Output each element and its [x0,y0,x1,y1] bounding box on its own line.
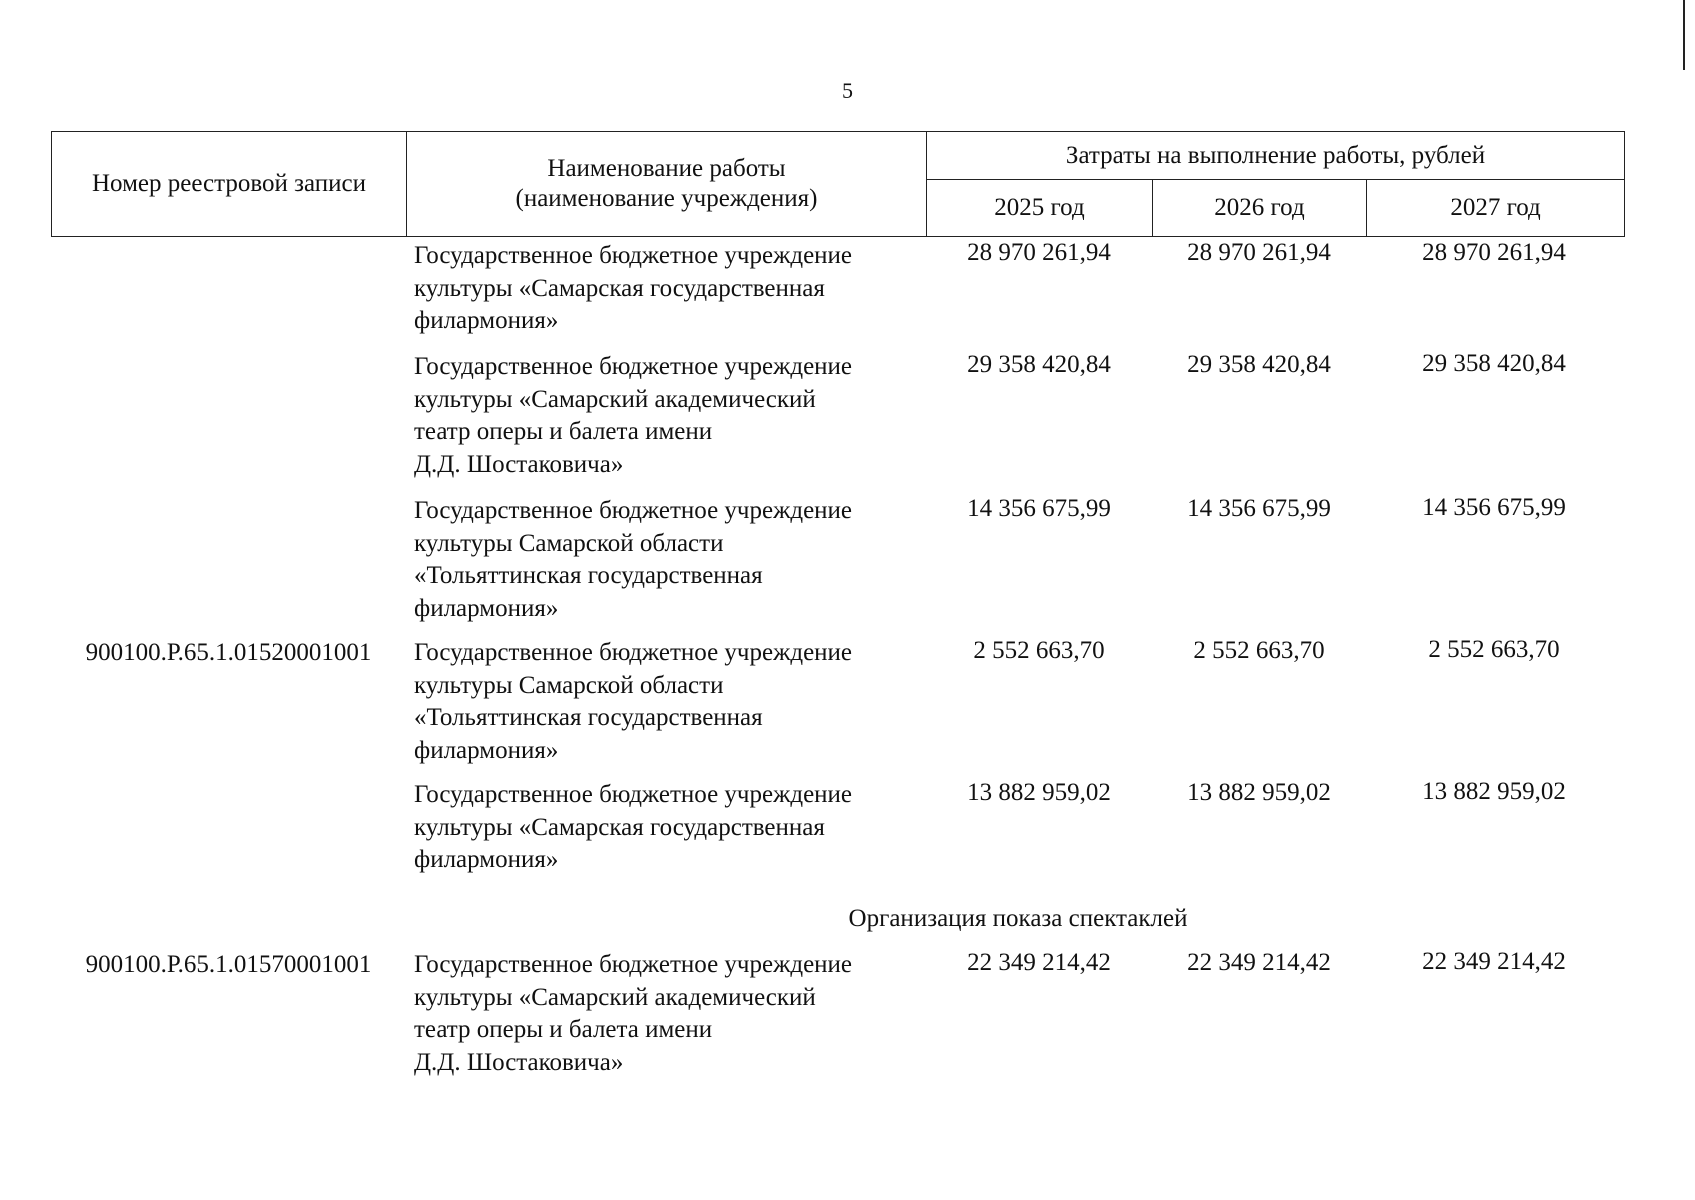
header-year-2027: 2027 год [1367,180,1625,237]
name-line: театр оперы и балета имени [414,418,713,445]
name-line: «Тольяттинская государственная [414,704,763,731]
value-2025: 22 349 214,42 [967,949,1111,976]
name-line: Государственное бюджетное учреждение [414,639,853,666]
value-2027: 13 882 959,02 [1422,778,1566,805]
value-2025: 28 970 261,94 [967,239,1111,266]
margin-mark [1683,0,1685,70]
header-registry: Номер реестровой записи [52,132,407,237]
value-2026: 13 882 959,02 [1187,779,1331,806]
value-2026: 22 349 214,42 [1187,949,1331,976]
name-line: филармония» [414,736,559,764]
name-line: Государственное бюджетное учреждение [414,242,853,269]
name-line: культуры Самарской области [414,671,724,699]
name-line: культуры «Самарский академический [414,385,816,413]
name-line: филармония» [414,846,559,873]
name-line: Государственное бюджетное учреждение [414,781,853,808]
value-2027: 22 349 214,42 [1422,948,1566,975]
header-year-2026: 2026 год [1153,180,1367,237]
value-2025: 14 356 675,99 [967,495,1111,522]
header-name-line2: (наименование учреждения) [515,185,818,212]
name-line: театр оперы и балета имени [414,1016,713,1043]
name-line: Д.Д. Шостаковича» [414,450,624,478]
row-name [414,495,934,625]
row-name [414,240,934,338]
page-number-text: 5 [842,78,853,103]
value-2027: 2 552 663,70 [1428,636,1560,663]
value-2026: 29 358 420,84 [1187,351,1331,378]
row-name [414,949,934,1079]
value-2026: 28 970 261,94 [1187,239,1331,266]
value-2026: 14 356 675,99 [1187,495,1331,522]
section-title: Организация показа спектаклей [848,905,1188,932]
header-name-line1: Наименование работы [547,155,786,182]
name-line: культуры «Самарская государственная [414,274,825,302]
value-2025: 29 358 420,84 [967,351,1111,378]
registry-code: 900100.Р.65.1.01520001001 [85,639,372,666]
name-line: культуры «Самарская государственная [414,813,825,841]
value-2025: 13 882 959,02 [967,779,1111,806]
name-line: филармония» [414,594,559,622]
header-costs: Затраты на выполнение работы, рублей [927,132,1625,180]
value-2027: 28 970 261,94 [1422,239,1566,266]
name-line: Государственное бюджетное учреждение [414,353,853,380]
value-2027: 29 358 420,84 [1422,350,1566,377]
value-2025: 2 552 663,70 [973,637,1105,664]
name-line: филармония» [414,307,559,334]
name-line: Д.Д. Шостаковича» [414,1048,624,1076]
name-line: культуры Самарской области [414,529,724,557]
table-header [51,131,1625,237]
registry-code: 900100.Р.65.1.01570001001 [85,951,372,978]
name-line: Государственное бюджетное учреждение [414,497,853,524]
header-year-2025: 2025 год [927,180,1153,237]
value-2027: 14 356 675,99 [1422,494,1566,521]
name-line: культуры «Самарский академический [414,983,816,1011]
value-2026: 2 552 663,70 [1193,637,1325,664]
name-line: Государственное бюджетное учреждение [414,951,853,978]
row-name [414,351,934,481]
row-name [414,637,934,767]
row-name [414,779,934,877]
header-name [407,132,927,237]
page-number [0,78,1695,104]
name-line: «Тольяттинская государственная [414,562,763,589]
